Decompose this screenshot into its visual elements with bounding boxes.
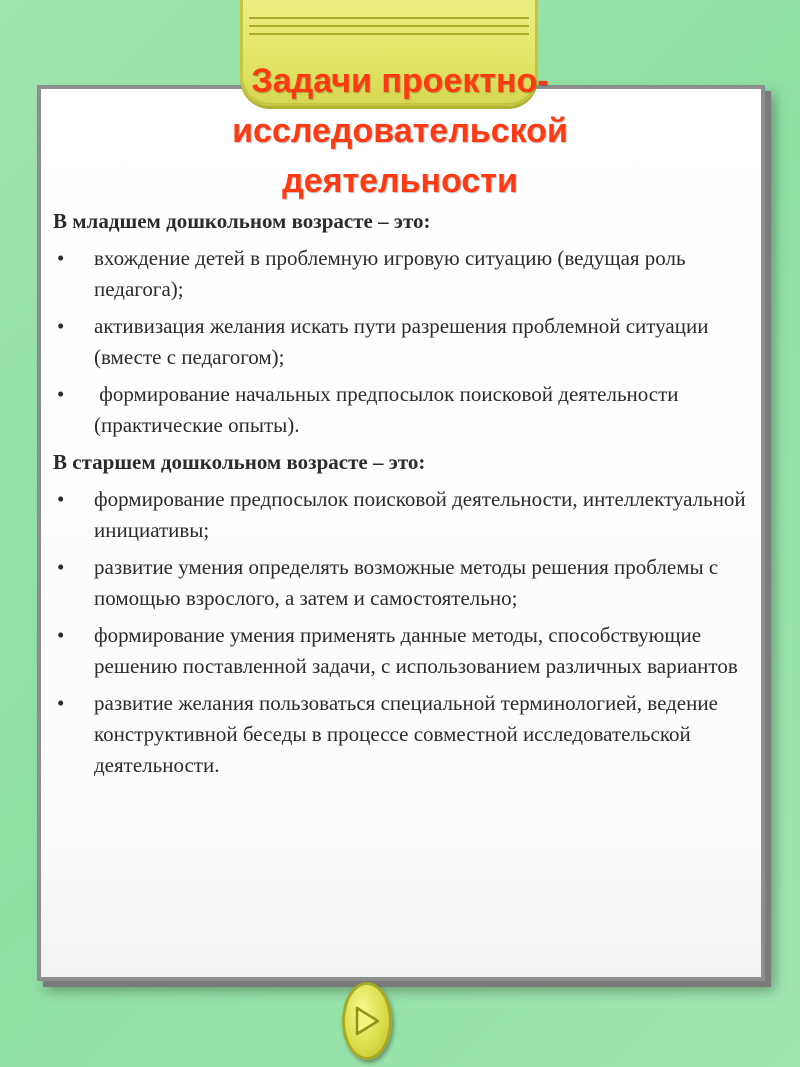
tab-stripe: [249, 33, 529, 35]
bullet-icon: •: [57, 382, 65, 406]
bullet-icon: •: [57, 246, 65, 270]
slide-title: Задачи проектно- исследовательской деятельности: [232, 62, 568, 200]
list-item-text: формирование начальных предпосылок поисковой деятельности (практические опыты).: [94, 382, 684, 437]
section-heading: В старшем дошкольном возрасте – это:: [53, 450, 426, 474]
bullet-list: [53, 243, 753, 441]
tab-stripe: [249, 25, 529, 27]
list-item-text: формирование умения применять данные методы, способствующие решению поставленной задачи, с использованием различных вариантов: [94, 623, 738, 678]
bullet-icon: •: [57, 487, 65, 511]
list-item-text: развитие желания пользоваться специальной терминологией, ведение конструктивной беседы в процессе совместной исследовательской деятельности.: [94, 691, 724, 777]
bullet-icon: •: [57, 314, 65, 338]
list-item: [53, 620, 753, 682]
next-slide-button[interactable]: [342, 982, 392, 1060]
list-item: [53, 484, 753, 546]
list-item-text: активизация желания искать пути разрешения проблемной ситуации (вместе с педагогом);: [94, 314, 714, 369]
list-item-text: формирование предпосылок поисковой деятельности, интеллектуальной инициативы;: [94, 487, 751, 542]
section-heading: В младшем дошкольном возрасте – это:: [53, 209, 431, 233]
bullet-icon: •: [57, 691, 65, 715]
play-triangle-icon: [353, 1005, 381, 1037]
list-item: [53, 379, 753, 441]
list-item-text: развитие умения определять возможные методы решения проблемы с помощью взрослого, а затем и самостоятельно;: [94, 555, 724, 610]
list-item: [53, 243, 753, 305]
bullet-icon: •: [57, 555, 65, 579]
list-item-text: вхождение детей в проблемную игровую ситуацию (ведущая роль педагога);: [94, 246, 691, 301]
slide-content: [53, 206, 753, 787]
tab-stripe: [249, 17, 529, 19]
list-item: [53, 311, 753, 373]
bullet-list: [53, 484, 753, 781]
list-item: [53, 552, 753, 614]
bullet-icon: •: [57, 623, 65, 647]
list-item: [53, 688, 753, 781]
